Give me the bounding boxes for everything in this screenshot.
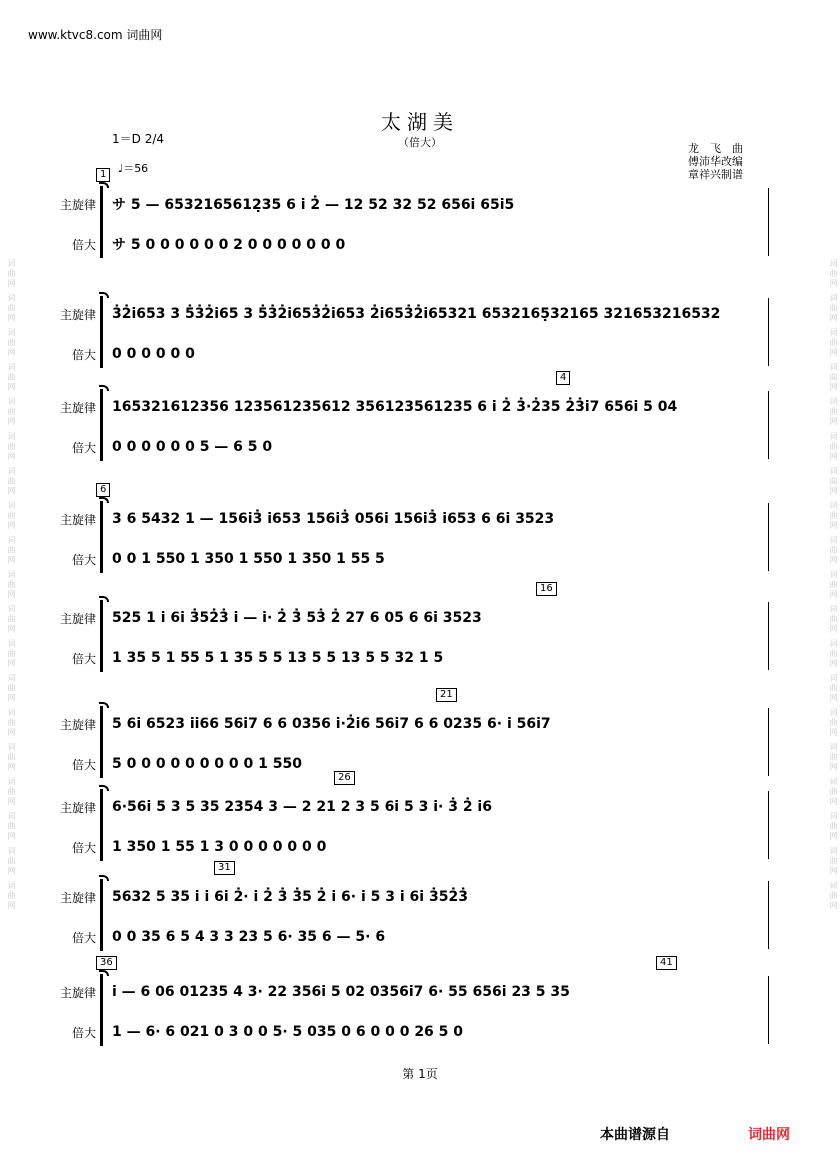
measure-number: 1 (96, 168, 110, 182)
bass-notation: 1 35 5 1 55 5 1 35 5 5 13 5 5 13 5 5 32 1 5 (112, 650, 444, 666)
bass-notation: 5 0 0 0 0 0 0 0 0 0 1 550 (112, 756, 302, 772)
score-system (0, 957, 840, 1048)
melody-notation: サ 5 — 6532165612̣35 6 i 2̇ — 12 52 32 52 656i 65i5 (112, 197, 515, 213)
score-system (0, 484, 840, 575)
measure-number: 41 (656, 956, 677, 970)
bass-notation: 0 0 0 0 0 0 5 — 6 5 0 (112, 439, 273, 455)
tempo-marking: ♩＝56 (118, 162, 149, 175)
melody-part-label: 主旋律 (59, 308, 96, 322)
bass-part-label: 倍大 (71, 931, 96, 945)
melody-part-label: 主旋律 (59, 513, 96, 527)
bass-part-label: 倍大 (71, 841, 96, 855)
score-system (0, 772, 840, 863)
score-system (0, 689, 840, 780)
melody-part-label: 主旋律 (59, 891, 96, 905)
bass-part-label: 倍大 (71, 441, 96, 455)
measure-number: 21 (436, 688, 457, 702)
melody-part-label: 主旋律 (59, 718, 96, 732)
melody-notation: 5632 5 35 i i 6i 2̇· i 2̇ 3̇ 3̇5 2̇ i 6· i 5 3 i 6i 3̇52̇3̇ (112, 889, 468, 905)
system-brace (100, 974, 103, 1046)
page-number: 第 1页 (402, 1067, 438, 1081)
song-subtitle: （倍大） (398, 136, 442, 149)
bass-notation: 1 — 6· 6 021 0 3 0 0 5· 5 035 0 6 0 0 0 26 5 0 (112, 1024, 464, 1040)
score-system (0, 862, 840, 953)
transcriber-credit: 章祥兴制谱 (688, 168, 743, 181)
score-system (0, 583, 840, 674)
source-label: 本曲谱源自 (600, 1127, 670, 1143)
melody-notation: i — 6 06 01235 4 3· 22 356i 5 02 0356i7 6· 55 656i 23 5 35 (112, 984, 570, 1000)
site-url: www.ktvc8.com 词曲网 (28, 28, 163, 42)
arranger-credit: 傅沛华改编 (688, 155, 743, 168)
melody-part-label: 主旋律 (59, 198, 96, 212)
bass-part-label: 倍大 (71, 553, 96, 567)
system-brace (100, 186, 103, 258)
melody-notation: 3 6 5432 1 — 156i3̇ i653 156i3̇ 056i 156i3̇ i653 6 6i 3523 (112, 511, 555, 527)
measure-number: 36 (96, 956, 117, 970)
system-brace (100, 389, 103, 461)
bass-part-label: 倍大 (71, 758, 96, 772)
key-signature: 1＝D 2/4 (112, 132, 165, 146)
melody-notation: 3̇2̇i653 3 5̇3̇2̇i65 3 5̇3̇2̇i653̇2̇i653 2̇i653̇2̇i65321 6532165̣32165 321653216532 (112, 306, 721, 322)
composer-credit: 龙 飞 曲 (688, 142, 743, 155)
bass-notation: 0 0 35 6 5 4 3 3 23 5 6· 35 6 — 5· 6 (112, 929, 386, 945)
bass-part-label: 倍大 (71, 348, 96, 362)
melody-notation: 525 1 i 6i 3̇52̇3̇ i — i· 2̇ 3̇ 53̇ 2̇ 27 6 05 6 6i 3523 (112, 610, 482, 626)
song-title: 太湖美 (381, 110, 459, 134)
melody-part-label: 主旋律 (59, 801, 96, 815)
source-site-link[interactable]: 词曲网 (748, 1127, 790, 1143)
bass-part-label: 倍大 (71, 1026, 96, 1040)
system-brace (100, 789, 103, 861)
melody-part-label: 主旋律 (59, 986, 96, 1000)
measure-number: 16 (536, 582, 557, 596)
melody-notation: 6·56i 5 3 5 35 2354 3 — 2 21 2 3 5 6i 5 3 i· 3̇ 2̇ i6 (112, 799, 492, 815)
melody-part-label: 主旋律 (59, 401, 96, 415)
system-brace (100, 296, 103, 368)
system-brace (100, 706, 103, 778)
system-brace (100, 501, 103, 573)
melody-part-label: 主旋律 (59, 612, 96, 626)
bass-part-label: 倍大 (71, 238, 96, 252)
measure-number: 26 (334, 771, 355, 785)
melody-notation: 5 6i 6523 ii66 56i7 6 6 0356 i·2̇i6 56i7 6 6 0235 6· i 56i7 (112, 716, 551, 732)
measure-number: 31 (214, 861, 235, 875)
measure-number: 4 (556, 371, 570, 385)
score-system (0, 290, 840, 370)
bass-notation: サ 5 0 0 0 0 0 0 2 0 0 0 0 0 0 0 (112, 237, 346, 253)
bass-notation: 1 350 1 55 1 3 0 0 0 0 0 0 0 (112, 839, 327, 855)
bass-part-label: 倍大 (71, 652, 96, 666)
credits (688, 142, 743, 181)
system-brace (100, 879, 103, 951)
side-watermark-left: 词曲网 词曲网 词曲网 词曲网 词曲网 词曲网 词曲网 词曲网 词曲网 词曲网 词曲网 词曲网 词曲网 词曲网 词曲网 词曲网 词曲网 词曲网 词曲网 (7, 258, 16, 911)
system-brace (100, 600, 103, 672)
melody-notation: 165321612356 123561235612 356123561235 6 i 2̇ 3̇·2̇35 2̇3̇i7 656i 5 04 (112, 399, 678, 415)
measure-number: 6 (96, 483, 110, 497)
score-system (0, 372, 840, 463)
bass-notation: 0 0 0 0 0 0 (112, 346, 195, 362)
side-watermark-right: 词曲网 词曲网 词曲网 词曲网 词曲网 词曲网 词曲网 词曲网 词曲网 词曲网 词曲网 词曲网 词曲网 词曲网 词曲网 词曲网 词曲网 词曲网 词曲网 (829, 258, 838, 911)
bass-notation: 0 0 1 550 1 350 1 550 1 350 1 55 5 (112, 551, 385, 567)
